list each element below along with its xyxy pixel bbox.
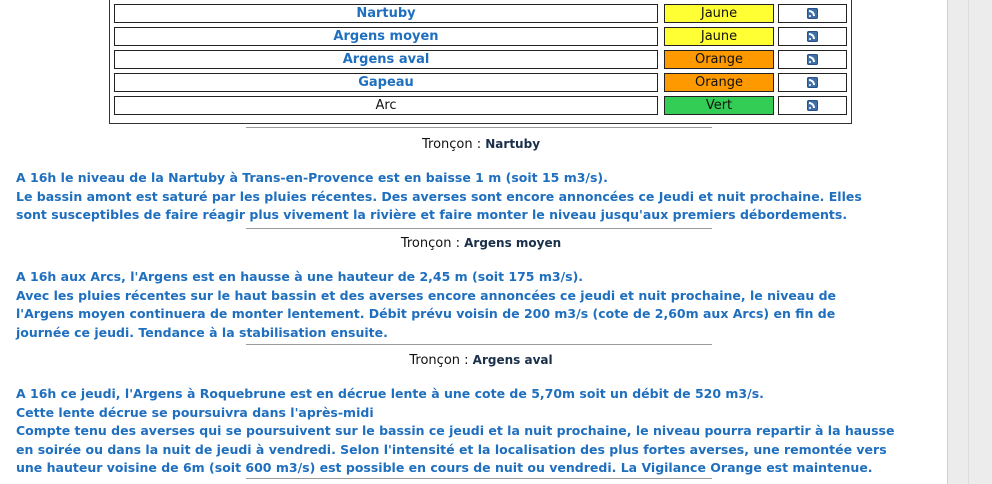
section-heading-argens-moyen (0, 236, 962, 251)
vigilance-status-table (109, 0, 852, 124)
bulletin-line: A 16h le niveau de la Nartuby à Trans-en-Provence est en baisse 1 m (soit 15 m3/s). (16, 170, 608, 185)
river-name-label: Arc (375, 98, 397, 113)
bulletin-line: Compte tenu des averses qui se poursuivent sur le bassin ce jeudi et la nuit prochaine, le niveau pourra repartir à la hausse (16, 423, 895, 439)
vigilance-level-cell: Jaune (664, 4, 774, 23)
bulletin-line: une hauteur voisine de 6m (soit 600 m3/s) est possible en cours de nuit ou vendredi. La Vigilance Orange est maintenue. (16, 460, 873, 476)
river-name-cell[interactable] (114, 73, 658, 92)
table-row-gapeau (114, 73, 847, 92)
vigilance-level-cell: Jaune (664, 27, 774, 46)
troncon-label: Tronçon : (400, 236, 460, 251)
river-name-link[interactable]: Nartuby (356, 6, 416, 21)
vigilance-level-cell: Orange (664, 73, 774, 92)
rss-feed-icon[interactable] (807, 54, 818, 65)
bulletin-line: journée ce jeudi. Tendance à la stabilisation ensuite. (16, 324, 388, 340)
section-divider (246, 228, 712, 229)
rss-cell[interactable] (778, 73, 847, 92)
bulletin-line: l'Argens moyen continuera de monter lentement. Débit prévu voisin de 200 m3/s (cote de 2,60m aux Arcs) en fin de (16, 306, 836, 322)
section-divider (246, 344, 712, 345)
bulletin-line: Cette lente décrue se poursuivra dans l'après-midi (16, 404, 374, 420)
bulletin-line: sont susceptibles de faire réagir plus vivement la rivière et faire monter le niveau jusqu'aux premiers débordements. (16, 207, 848, 223)
rss-feed-icon[interactable] (807, 8, 818, 19)
bulletin-text-nartuby (16, 169, 916, 225)
troncon-name: Argens aval (472, 353, 553, 367)
rss-cell[interactable] (778, 96, 847, 115)
table-row-nartuby (114, 4, 847, 23)
bulletin-line: A 16h aux Arcs, l'Argens est en hausse à une hauteur de 2,45 m (soit 175 m3/s). (16, 269, 584, 284)
rss-cell[interactable] (778, 27, 847, 46)
river-name-link[interactable]: Gapeau (358, 75, 414, 90)
vigilance-level-cell: Orange (664, 50, 774, 69)
table-row-argens-aval (114, 50, 847, 69)
troncon-label: Tronçon : (409, 353, 469, 368)
bulletin-text-argens-aval (16, 385, 916, 478)
bulletin-text-argens-moyen (16, 268, 916, 342)
table-row-argens-moyen (114, 27, 847, 46)
table-row-arc (114, 96, 847, 115)
rss-feed-icon[interactable] (807, 77, 818, 88)
river-name-link[interactable]: Argens moyen (333, 29, 439, 44)
rss-feed-icon[interactable] (807, 100, 818, 111)
bulletin-line: Avec les pluies récentes sur le haut bassin et des averses encore annoncées ce jeudi et nuit prochaine, le niveau de (16, 287, 837, 303)
troncon-name: Nartuby (485, 137, 541, 151)
rss-cell[interactable] (778, 4, 847, 23)
rss-feed-icon[interactable] (807, 31, 818, 42)
troncon-label: Tronçon : (421, 137, 482, 152)
section-heading-argens-aval (0, 353, 962, 368)
rss-cell[interactable] (778, 50, 847, 69)
section-divider (246, 478, 712, 479)
bulletin-line: Le bassin amont est saturé par les pluies récentes. Des averses sont encore annoncées ce Jeudi et nuit prochaine. Elles (16, 188, 862, 204)
bulletin-line: en soirée ou dans la nuit de jeudi à vendredi. Selon l'intensité et la localisation des plus fortes averses, une remontée vers (16, 441, 887, 457)
vigilance-level-cell: Vert (664, 96, 774, 115)
section-heading-nartuby (0, 137, 962, 152)
river-name-cell[interactable] (114, 27, 658, 46)
river-name-cell[interactable] (114, 4, 658, 23)
river-name-cell[interactable] (114, 50, 658, 69)
river-name-link[interactable]: Argens aval (342, 52, 430, 67)
troncon-name: Argens moyen (464, 236, 562, 250)
river-name-cell (114, 96, 658, 115)
bulletin-line: A 16h ce jeudi, l'Argens à Roquebrune est en décrue lente à une cote de 5,70m soit un débit de 520 m3/s. (16, 386, 764, 401)
section-divider (246, 127, 712, 128)
